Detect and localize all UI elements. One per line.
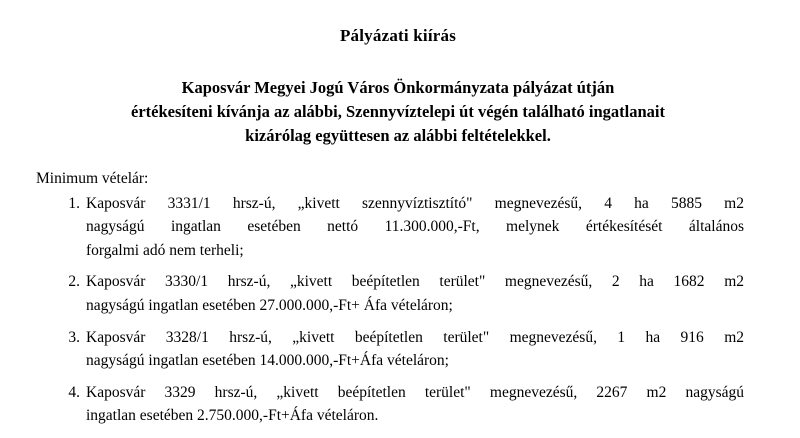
- list-item-text: [86, 326, 744, 373]
- list-item-line: Kaposvár 3331/1 hrsz-ú, „kivett szennyvíztisztító" megnevezésű, 4 ha 5885 m2: [86, 194, 744, 212]
- lead-line-3: kizárólag együttesen az alábbi feltételekkel.: [245, 125, 551, 145]
- list-item-line: Kaposvár 3328/1 hrsz-ú, „kivett beépítetlen terület" megnevezésű, 1 ha 916 m2: [86, 328, 744, 346]
- list-item-text: [86, 381, 744, 428]
- list-item-line: nagyságú ingatlan esetében 14.000.000,-Ft+Áfa vételáron;: [86, 352, 449, 370]
- list-item-number: 4.: [68, 383, 80, 401]
- list-item-line: nagyságú ingatlan esetében nettó 11.300.000,-Ft, melynek értékesítését általános: [86, 218, 744, 236]
- property-list: [30, 192, 766, 428]
- list-item-line: ingatlan esetében 2.750.000,-Ft+Áfa vételáron.: [86, 407, 379, 425]
- list-item: [30, 326, 766, 373]
- list-item-line: nagyságú ingatlan esetében 27.000.000,-Ft+ Áfa vételáron;: [86, 296, 453, 314]
- list-item-line: Kaposvár 3330/1 hrsz-ú, „kivett beépítetlen terület" megnevezésű, 2 ha 1682 m2: [86, 273, 744, 291]
- list-item-text: [86, 192, 744, 263]
- list-item-line: Kaposvár 3329 hrsz-ú, „kivett beépítetlen terület" megnevezésű, 2267 m2 nagyságú: [86, 383, 744, 401]
- page-title: Pályázati kiírás: [339, 26, 457, 45]
- list-item-line: forgalmi adó nem terheli;: [86, 241, 244, 259]
- list-item-text: [86, 270, 744, 317]
- list-item-number: 3.: [68, 328, 80, 346]
- list-item: [30, 381, 766, 428]
- lead-line-1: Kaposvár Megyei Jogú Város Önkormányzata pályázat útján: [181, 78, 615, 97]
- minimum-price-label: Minimum vételár:: [36, 169, 149, 187]
- lead-line-2: értékesíteni kívánja az alábbi, Szennyvíztelepi út végén található ingatlanait: [131, 101, 665, 121]
- list-item-number: 2.: [68, 273, 80, 291]
- lead-paragraph: [88, 76, 708, 148]
- list-item: [30, 192, 766, 263]
- list-item: [30, 270, 766, 317]
- list-item-number: 1.: [68, 194, 80, 212]
